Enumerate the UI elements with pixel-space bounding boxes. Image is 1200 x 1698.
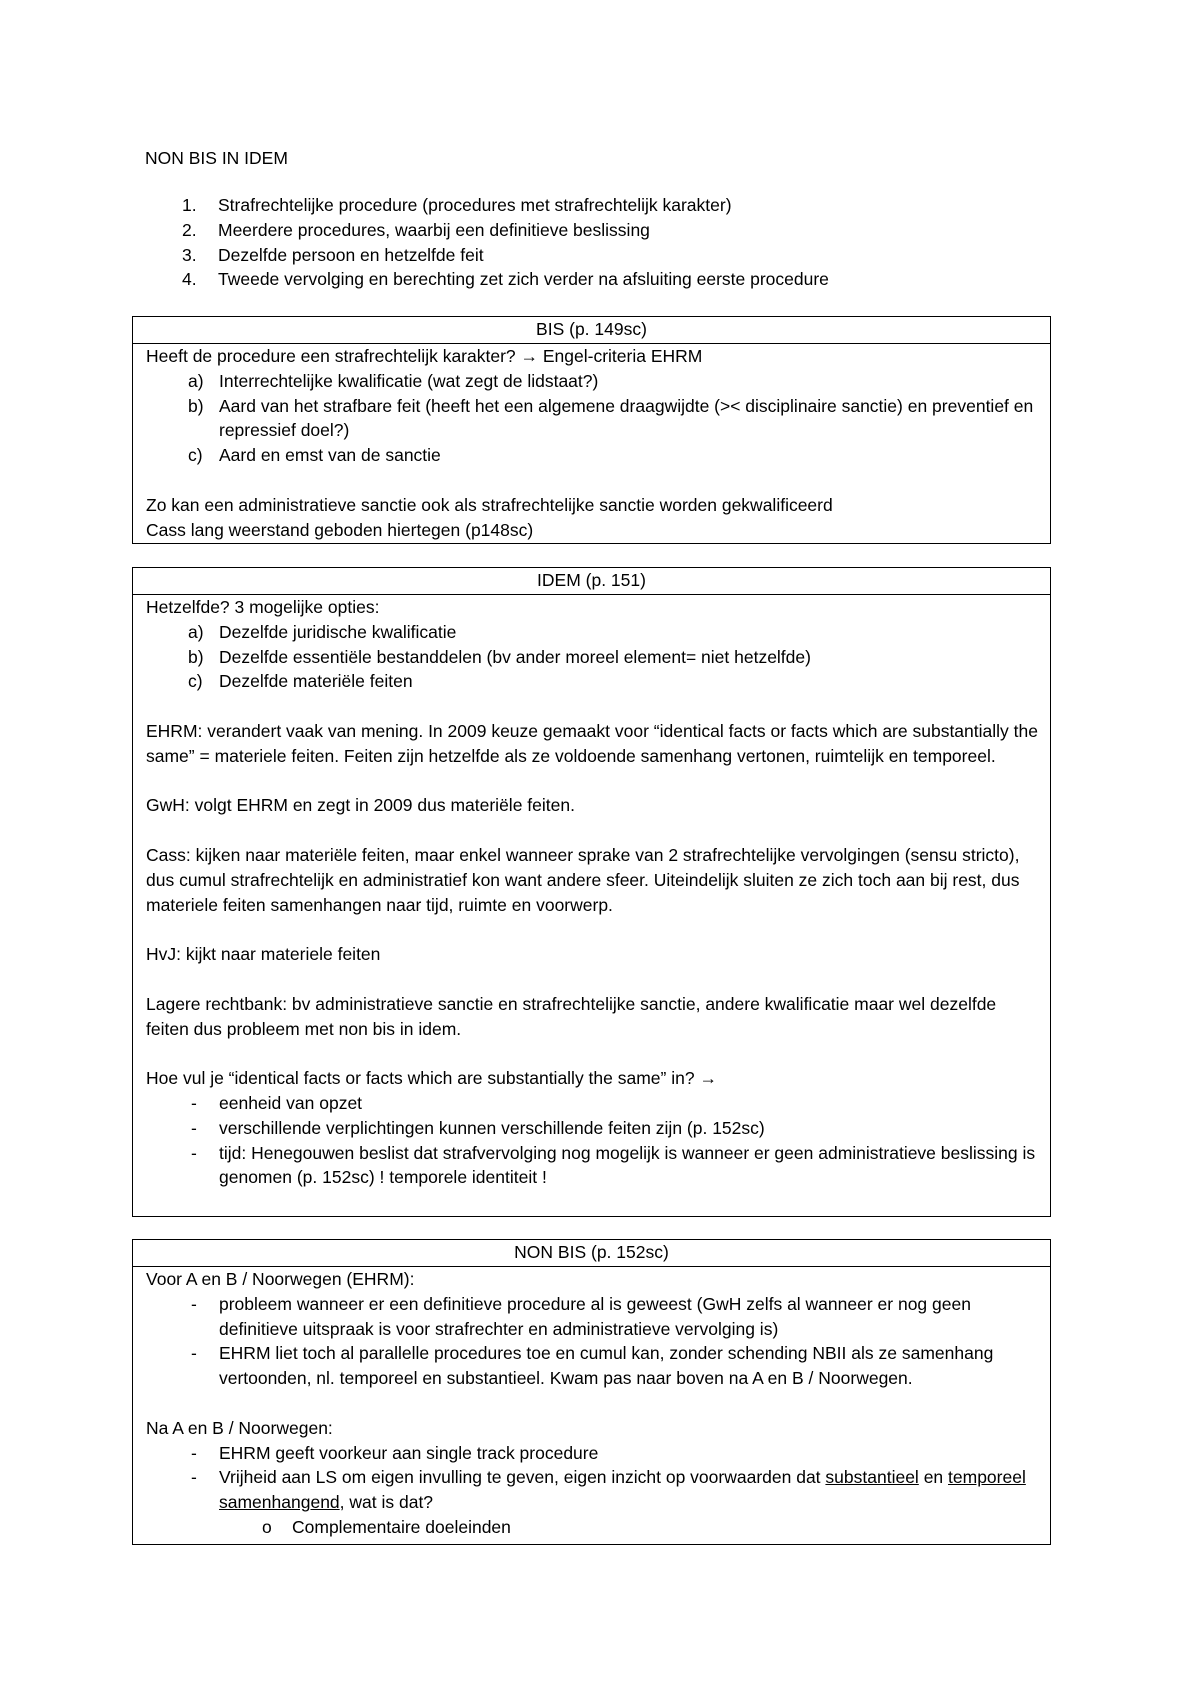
bullet-marker: - xyxy=(191,1142,197,1163)
item-text: Dezelfde essentiële bestanddelen (bv ander moreel element= niet hetzelfde) xyxy=(219,646,811,667)
underlined-term: temporeel samenhangend xyxy=(219,1467,1026,1513)
list-text: Tweede vervolging en berechting zet zich verder na afsluiting eerste procedure xyxy=(218,269,829,290)
spacer xyxy=(146,468,1040,493)
cass-paragraph: Cass: kijken naar materiële feiten, maar enkel wanneer sprake van 2 strafrechtelijke vervolgingen (sensu stricto), dus cumul strafrechtelijk en administratief kon want andere sfeer. Uiteindelijk sluiten ze zich toch aan bij rest, dus materiele feiten samenhangen naar tijd, ruimte en voorwerp. xyxy=(146,844,1020,915)
sub-bullet-item xyxy=(146,1515,1040,1540)
idem-question: Hetzelfde? 3 mogelijke opties: xyxy=(146,597,380,617)
bullet-item xyxy=(146,1141,1040,1191)
idem-body xyxy=(133,595,1050,1190)
criteria-item xyxy=(146,394,1040,444)
list-item xyxy=(145,267,829,292)
spacer xyxy=(146,818,1040,843)
item-marker: a) xyxy=(188,370,204,391)
spacer xyxy=(146,1041,1040,1066)
bullet-text: tijd: Henegouwen beslist dat strafvervolging nog mogelijk is wanneer er geen administratieve beslissing is genomen (p. 152sc) ! temporele identiteit ! xyxy=(219,1142,1036,1188)
underlined-term: substantieel xyxy=(825,1467,919,1488)
option-item xyxy=(146,669,1040,694)
spacer xyxy=(146,967,1040,992)
sub-bullet-text: Complementaire doeleinden xyxy=(292,1516,511,1537)
bullet-text-part: Vrijheid aan LS om eigen invulling te geven, eigen inzicht op voorwaarden dat xyxy=(219,1467,826,1488)
item-text: Dezelfde juridische kwalificatie xyxy=(219,621,457,642)
item-marker: b) xyxy=(188,395,204,416)
bullet-marker: - xyxy=(191,1092,197,1113)
item-marker: a) xyxy=(188,621,204,642)
nonbis-body xyxy=(133,1267,1050,1540)
option-item xyxy=(146,620,1040,645)
list-item xyxy=(145,243,829,268)
option-item xyxy=(146,645,1040,670)
hoe-paragraph: Hoe vul je “identical facts or facts which are substantially the same” in? → xyxy=(146,1068,717,1089)
criteria-item xyxy=(146,443,1040,468)
item-marker: c) xyxy=(188,445,203,466)
gwh-paragraph: GwH: volgt EHRM en zegt in 2009 dus materiële feiten. xyxy=(146,795,575,816)
bullet-text: verschillende verplichtingen kunnen verschillende feiten zijn (p. 152sc) xyxy=(219,1117,765,1138)
nonbis-header: NON BIS (p. 152sc) xyxy=(133,1240,1050,1267)
list-text: Meerdere procedures, waarbij een definitieve beslissing xyxy=(218,219,650,240)
hvj-paragraph: HvJ: kijkt naar materiele feiten xyxy=(146,944,381,965)
sub-bullet-marker: o xyxy=(262,1516,272,1537)
bullet-text-part: , wat is dat? xyxy=(339,1492,434,1513)
list-text: Dezelfde persoon en hetzelfde feit xyxy=(218,244,484,265)
item-text: Interrechtelijke kwalificatie (wat zegt de lidstaat?) xyxy=(219,370,599,391)
bullet-text-part: en xyxy=(918,1467,949,1488)
ehrm-paragraph: EHRM: verandert vaak van mening. In 2009 keuze gemaakt voor “identical facts or facts which are substantially the same” = materiele feiten. Feiten zijn hetzelfde als ze voldoende samenhang vertonen, ruimtelijk en temporeel. xyxy=(146,720,1038,766)
bullet-marker: - xyxy=(191,1343,197,1364)
bis-paragraph: Cass lang weerstand geboden hiertegen (p148sc) xyxy=(146,519,534,540)
bullet-text: EHRM liet toch al parallelle procedures toe en cumul kan, zonder schending NBII als ze samenhang vertoonden, nl. temporeel en substantieel. Kwam pas naar boven na A en B / Noorwegen. xyxy=(219,1343,994,1389)
list-number: 2. xyxy=(182,219,197,240)
lagere-rechtbank-paragraph: Lagere rechtbank: bv administratieve sanctie en strafrechtelijke sanctie, andere kwalificatie maar wel dezelfde feiten dus probleem met non bis in idem. xyxy=(146,993,997,1039)
spacer xyxy=(146,769,1040,794)
item-text: Aard en emst van de sanctie xyxy=(219,445,441,466)
item-marker: c) xyxy=(188,671,203,692)
bullet-item xyxy=(146,1091,1040,1116)
bis-body xyxy=(133,344,1050,542)
bullet-text: probleem wanneer er een definitieve procedure al is geweest (GwH zelfs al wanneer er nog geen definitieve uitspraak is voor strafrechter en administratieve vervolging is) xyxy=(219,1293,971,1339)
bullet-item xyxy=(146,1441,1040,1466)
nonbis-table xyxy=(132,1239,1051,1545)
bullet-marker: - xyxy=(191,1467,197,1488)
bis-paragraph: Zo kan een administratieve sanctie ook als strafrechtelijke sanctie worden gekwalificeerd xyxy=(146,494,833,515)
idem-header: IDEM (p. 151) xyxy=(133,568,1050,595)
list-number: 3. xyxy=(182,244,197,265)
bullet-item xyxy=(146,1116,1040,1141)
spacer xyxy=(146,917,1040,942)
spacer xyxy=(146,1391,1040,1416)
bullet-text: EHRM geeft voorkeur aan single track procedure xyxy=(219,1442,599,1463)
voor-heading: Voor A en B / Noorwegen (EHRM): xyxy=(146,1269,415,1289)
bullet-marker: - xyxy=(191,1117,197,1138)
item-text: Dezelfde materiële feiten xyxy=(219,671,413,692)
na-heading: Na A en B / Noorwegen: xyxy=(146,1417,333,1438)
criteria-item xyxy=(146,369,1040,394)
list-text: Strafrechtelijke procedure (procedures met strafrechtelijk karakter) xyxy=(218,195,732,215)
list-item xyxy=(145,193,829,218)
document-title: NON BIS IN IDEM xyxy=(145,148,288,168)
list-number: 4. xyxy=(182,269,197,290)
bis-question: Heeft de procedure een strafrechtelijk karakter? → Engel-criteria EHRM xyxy=(146,346,703,366)
conditions-list xyxy=(145,193,829,292)
bullet-item xyxy=(146,1341,1040,1391)
item-marker: b) xyxy=(188,646,204,667)
bullet-item xyxy=(146,1292,1040,1342)
idem-table xyxy=(132,567,1051,1217)
bullet-text: eenheid van opzet xyxy=(219,1092,363,1113)
spacer xyxy=(146,694,1040,719)
bullet-marker: - xyxy=(191,1293,197,1314)
list-item xyxy=(145,218,829,243)
bullet-item xyxy=(146,1465,1040,1515)
bis-table xyxy=(132,316,1051,544)
bis-header: BIS (p. 149sc) xyxy=(133,317,1050,344)
list-number: 1. xyxy=(182,195,197,215)
bullet-marker: - xyxy=(191,1442,197,1463)
item-text: Aard van het strafbare feit (heeft het een algemene draagwijdte (>< disciplinaire sanctie) en preventief en repressief doel?) xyxy=(219,395,1034,441)
